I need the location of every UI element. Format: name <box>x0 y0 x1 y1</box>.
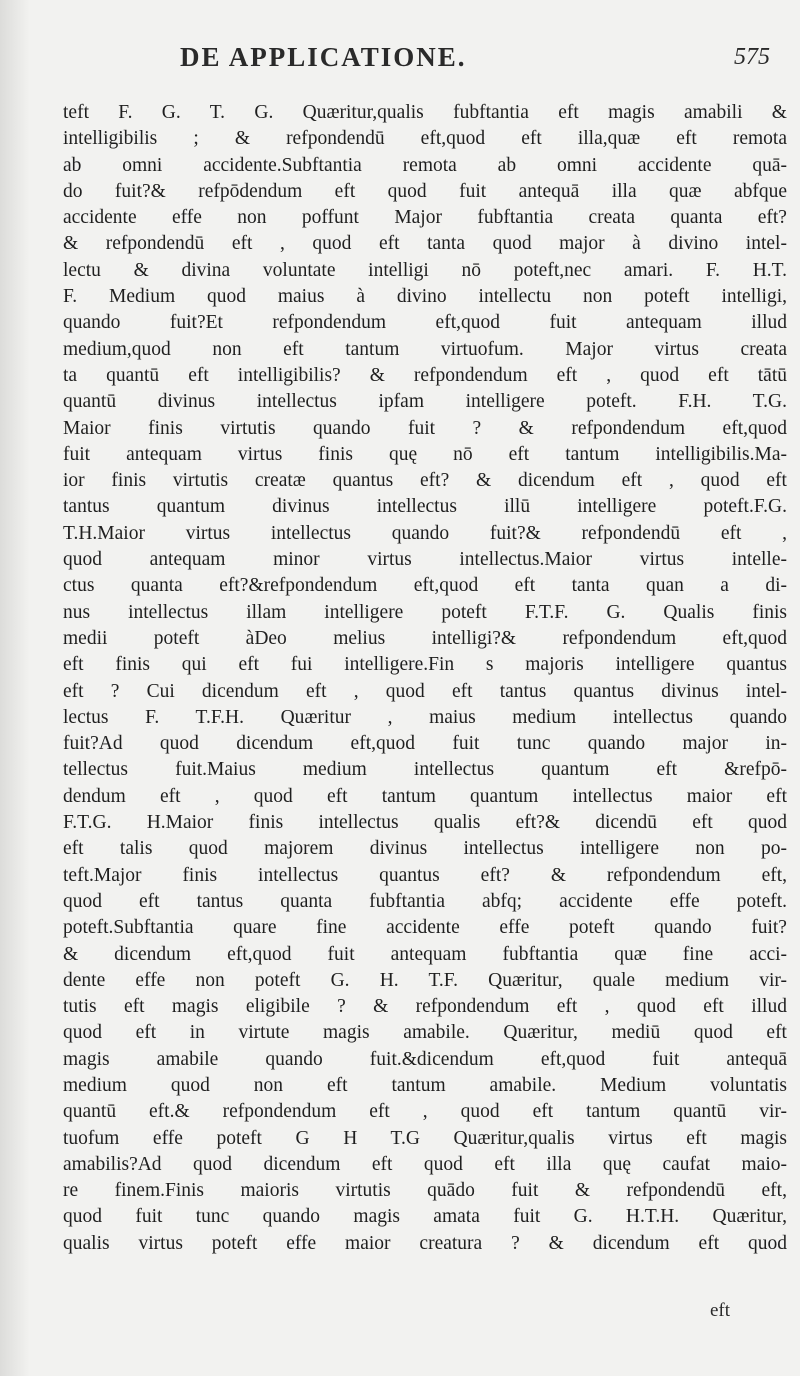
text-line: & refpondendū eft , quod eft tanta quod major à divino intel- <box>63 233 787 255</box>
text-line: dente effe non poteft G. H. T.F. Quæritur, quale medium vir- <box>63 969 787 991</box>
text-line: lectus F. T.F.H. Quæritur , maius medium intellectus quando <box>63 706 787 728</box>
text-line: dendum eft , quod eft tantum quantum intellectus maior eft <box>63 785 787 807</box>
text-line: quod eft in virtute magis amabile. Quæritur, mediū quod eft <box>63 1022 787 1044</box>
text-line: quod fuit tunc quando magis amata fuit G. H.T.H. Quæritur, <box>63 1206 787 1228</box>
text-line: quod eft tantus quanta fubftantia abfq; accidente effe poteft. <box>63 890 787 912</box>
text-line: ab omni accidente.Subftantia remota ab omni accidente quā- <box>63 154 787 176</box>
text-line: ctus quanta eft?&refpondendum eft,quod eft tanta quan a di- <box>63 575 787 597</box>
text-line: medium,quod non eft tantum virtuofum. Major virtus creata <box>63 338 787 360</box>
text-line: quod antequam minor virtus intellectus.Maior virtus intelle- <box>63 549 787 571</box>
text-line: teft F. G. T. G. Quæritur,qualis fubftantia eft magis amabili & <box>63 102 787 123</box>
text-line: F.T.G. H.Maior finis intellectus qualis eft?& dicendū eft quod <box>63 812 787 834</box>
text-line: do fuit?& refpōdendum eft quod fuit antequā illa quæ abfque <box>63 180 787 202</box>
text-line: fuit antequam virtus finis quę nō eft tantum intelligibilis.Ma- <box>63 443 787 465</box>
text-line: Maior finis virtutis quando fuit ? & refpondendum eft,quod <box>63 417 787 439</box>
text-line: medium quod non eft tantum amabile. Medium voluntatis <box>63 1074 787 1096</box>
text-line: F. Medium quod maius à divino intellectu non poteft intelligi, <box>63 286 787 308</box>
running-title: DE APPLICATIONE. <box>180 42 467 72</box>
text-line: medii poteft àDeo melius intelligi?& refpondendum eft,quod <box>63 627 787 649</box>
text-line: nus intellectus illam intelligere poteft F.T.F. G. Qualis finis <box>63 601 787 623</box>
text-line: ta quantū eft intelligibilis? & refpondendum eft , quod eft tātū <box>63 364 787 386</box>
text-line: tuofum effe poteft G H T.G Quæritur,qualis virtus eft magis <box>63 1127 787 1149</box>
text-line: fuit?Ad quod dicendum eft,quod fuit tunc quando major in- <box>63 733 787 755</box>
text-line: eft finis qui eft fui intelligere.Fin s majoris intelligere quantus <box>63 654 787 676</box>
text-line: poteft.Subftantia quare fine accidente effe poteft quando fuit? <box>63 917 787 939</box>
text-line: T.H.Maior virtus intellectus quando fuit?& refpondendū eft , <box>63 522 787 544</box>
text-line: magis amabile quando fuit.&dicendum eft,quod fuit antequā <box>63 1048 787 1070</box>
text-line: lectu & divina voluntate intelligi nō poteft,nec amari. F. H.T. <box>63 259 787 281</box>
text-line: qualis virtus poteft effe maior creatura ? & dicendum eft quod <box>63 1232 787 1254</box>
text-line: accidente effe non poffunt Major fubftantia creata quanta eft? <box>63 207 787 229</box>
text-line: intelligibilis ; & refpondendū eft,quod eft illa,quæ eft remota <box>63 128 787 150</box>
text-line: ior finis virtutis creatæ quantus eft? & dicendum eft , quod eft <box>63 470 787 492</box>
text-line: re finem.Finis maioris virtutis quādo fuit & refpondendū eft, <box>63 1180 787 1202</box>
text-line: eft ? Cui dicendum eft , quod eft tantus quantus divinus intel- <box>63 680 787 702</box>
text-line: quantū eft.& refpondendum eft , quod eft tantum quantū vir- <box>63 1101 787 1123</box>
text-line: quando fuit?Et refpondendum eft,quod fuit antequam illud <box>63 312 787 334</box>
text-line: amabilis?Ad quod dicendum eft quod eft illa quę caufat maio- <box>63 1153 787 1175</box>
page-number: 575 <box>734 44 770 70</box>
text-line: eft talis quod majorem divinus intellectus intelligere non po- <box>63 838 787 860</box>
text-line: & dicendum eft,quod fuit antequam fubftantia quæ fine acci- <box>63 943 787 965</box>
text-line: tantus quantum divinus intellectus illū intelligere poteft.F.G. <box>63 496 787 518</box>
text-line: tellectus fuit.Maius medium intellectus quantum eft &refpō- <box>63 759 787 781</box>
body-text <box>63 100 787 1257</box>
text-line: quantū divinus intellectus ipfam intelligere poteft. F.H. T.G. <box>63 391 787 413</box>
text-line: teft.Major finis intellectus quantus eft? & refpondendum eft, <box>63 864 787 886</box>
catchword: eft <box>710 1300 731 1321</box>
text-line: tutis eft magis eligibile ? & refpondendum eft , quod eft illud <box>63 996 787 1018</box>
